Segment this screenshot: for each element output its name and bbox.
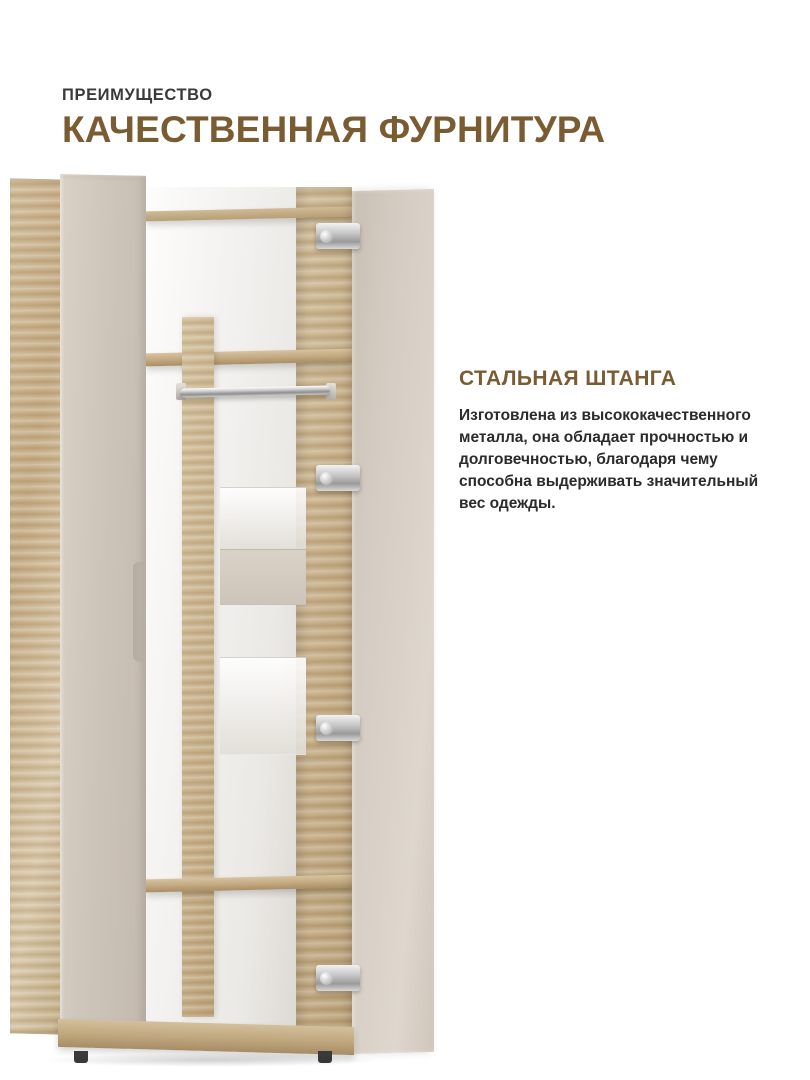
door-hinge-icon bbox=[316, 465, 360, 491]
callout-title: СТАЛЬНАЯ ШТАНГА bbox=[459, 367, 677, 390]
cabinet-right-door-open bbox=[352, 189, 434, 1054]
cabinet-inner-right-wall bbox=[296, 187, 352, 1042]
door-hinge-icon bbox=[316, 965, 360, 991]
interior-panel-upper bbox=[220, 487, 306, 551]
interior-panel-lower bbox=[220, 657, 306, 755]
callout-body: Изготовлена из высококачественного металла, она обладает прочностью и долговечностью, благодаря чему способна выдерживать значительный вес одежды. bbox=[459, 407, 759, 512]
cabinet-vertical-divider bbox=[182, 317, 214, 1017]
cabinet-interior bbox=[146, 187, 352, 1042]
header bbox=[62, 86, 752, 150]
page-title: КАЧЕСТВЕННАЯ ФУРНИТУРА bbox=[62, 109, 606, 150]
eyebrow-label: ПРЕИМУЩЕСТВО bbox=[62, 86, 213, 104]
ground-shadow bbox=[40, 1053, 380, 1067]
feature-callout bbox=[459, 367, 779, 515]
product-photo bbox=[0, 165, 460, 1065]
interior-panel-middle bbox=[220, 549, 306, 605]
door-hinge-icon bbox=[316, 223, 360, 249]
door-hinge-icon bbox=[316, 715, 360, 741]
door-handle-notch bbox=[133, 562, 145, 662]
cabinet-left-door bbox=[60, 174, 146, 1048]
